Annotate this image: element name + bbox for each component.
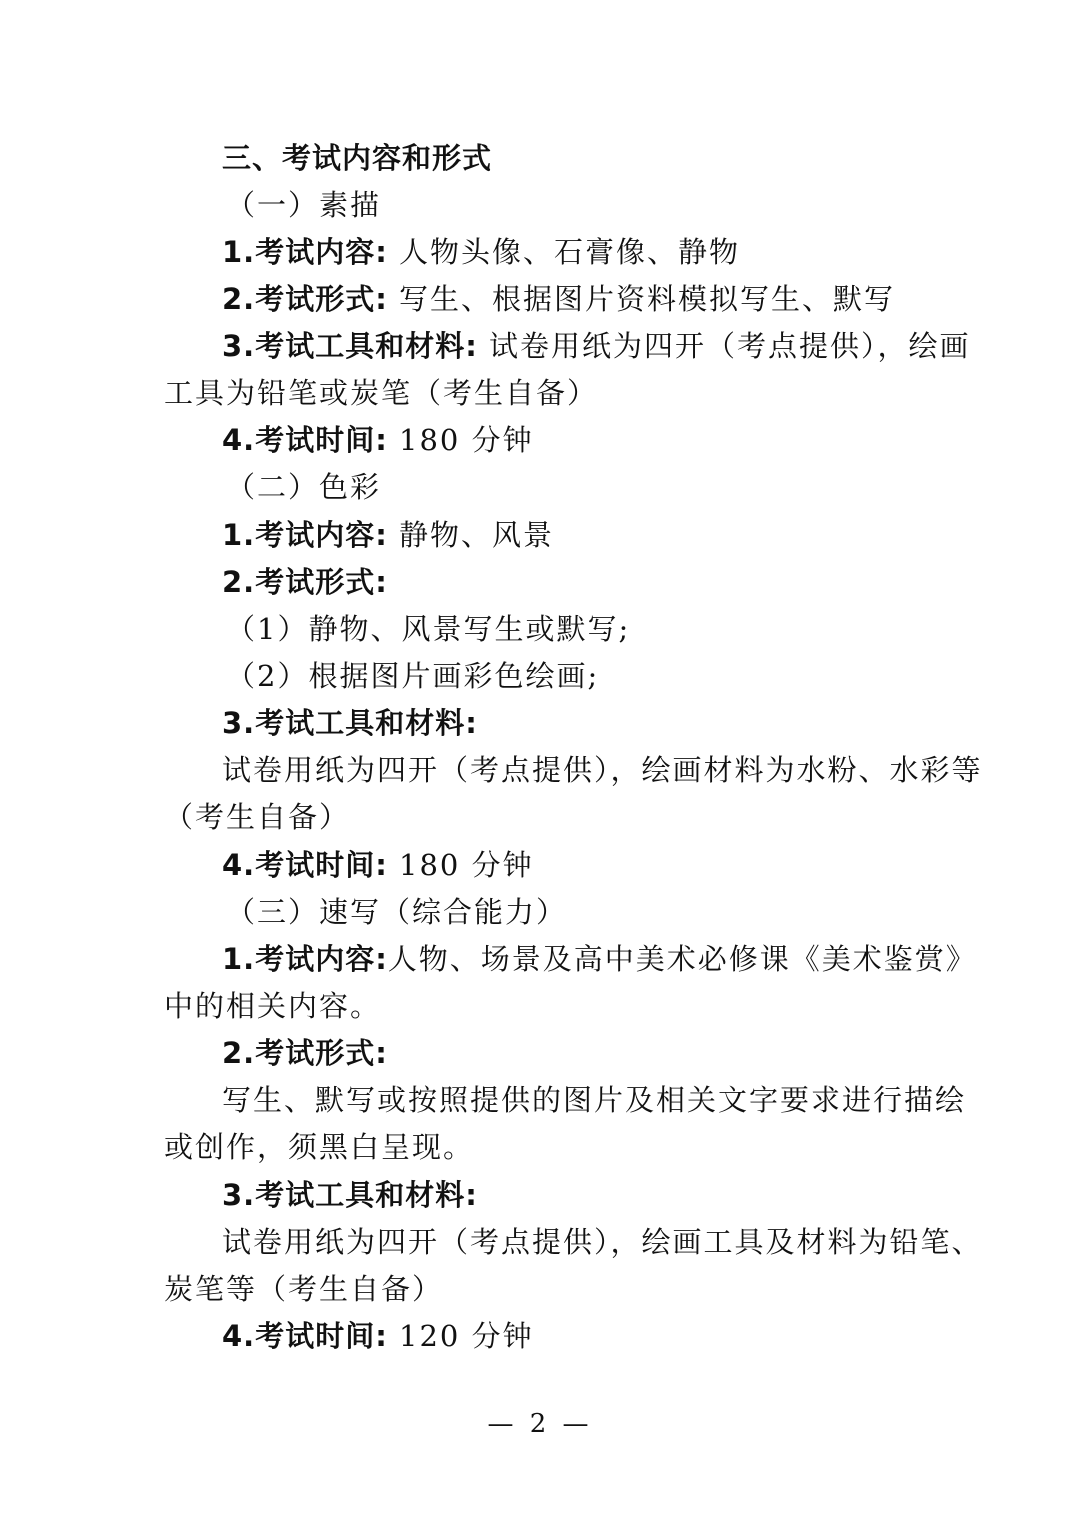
subsection-title-color: （二）色彩 xyxy=(226,470,382,504)
color-tools-text: 试卷用纸为四开（考点提供），绘画材料为水粉、水彩等 xyxy=(222,753,983,787)
color-form-option-1: （1）静物、风景写生或默写; xyxy=(226,612,631,646)
sketch-content-line xyxy=(222,234,740,270)
quick-time-line xyxy=(222,1318,534,1354)
quick-form-label: 2.考试形式: xyxy=(222,1036,388,1070)
color-tools-continuation: （考生自备） xyxy=(164,800,351,834)
subsection-title-sketch: （一）素描 xyxy=(226,188,382,222)
subsection-title-quick-sketch: （三）速写（综合能力） xyxy=(226,895,568,929)
color-time-label: 4.考试时间: xyxy=(222,848,388,882)
color-content-text: 静物、风景 xyxy=(399,518,555,552)
color-form-option-2: （2）根据图片画彩色绘画; xyxy=(226,659,600,693)
quick-tools-text: 试卷用纸为四开（考点提供），绘画工具及材料为铅笔、 xyxy=(222,1225,983,1259)
sketch-form-label: 2.考试形式: xyxy=(222,282,388,316)
quick-form-continuation: 或创作，须黑白呈现。 xyxy=(164,1130,475,1164)
sketch-content-label: 1.考试内容: xyxy=(222,235,388,269)
color-content-label: 1.考试内容: xyxy=(222,518,388,552)
sketch-tools-text: 试卷用纸为四开（考点提供），绘画 xyxy=(489,329,971,363)
sketch-time-text: 180 分钟 xyxy=(399,423,534,457)
sketch-tools-line xyxy=(222,328,971,364)
quick-time-text: 120 分钟 xyxy=(399,1319,534,1353)
sketch-form-line xyxy=(222,281,895,317)
sketch-time-label: 4.考试时间: xyxy=(222,423,388,457)
page-number: — 2 — xyxy=(487,1409,593,1439)
quick-form-text: 写生、默写或按照提供的图片及相关文字要求进行描绘 xyxy=(222,1083,967,1117)
color-content-line xyxy=(222,517,554,553)
sketch-content-text: 人物头像、石膏像、静物 xyxy=(399,235,741,269)
color-time-text: 180 分钟 xyxy=(399,848,534,882)
quick-content-line xyxy=(222,941,977,977)
sketch-time-line xyxy=(222,422,534,458)
section-title: 三、考试内容和形式 xyxy=(222,141,493,175)
color-tools-label: 3.考试工具和材料: xyxy=(222,706,478,740)
color-time-line xyxy=(222,847,534,883)
quick-tools-label: 3.考试工具和材料: xyxy=(222,1178,478,1212)
quick-content-label: 1.考试内容: xyxy=(222,942,388,976)
sketch-form-text: 写生、根据图片资料模拟写生、默写 xyxy=(399,282,896,316)
sketch-tools-label: 3.考试工具和材料: xyxy=(222,329,478,363)
quick-time-label: 4.考试时间: xyxy=(222,1319,388,1353)
quick-content-continuation: 中的相关内容。 xyxy=(164,989,382,1023)
quick-tools-continuation: 炭笔等（考生自备） xyxy=(164,1272,444,1306)
color-form-label: 2.考试形式: xyxy=(222,565,388,599)
quick-content-text: 人物、场景及高中美术必修课《美术鉴赏》 xyxy=(387,942,977,976)
sketch-tools-continuation: 工具为铅笔或炭笔（考生自备） xyxy=(164,376,599,410)
